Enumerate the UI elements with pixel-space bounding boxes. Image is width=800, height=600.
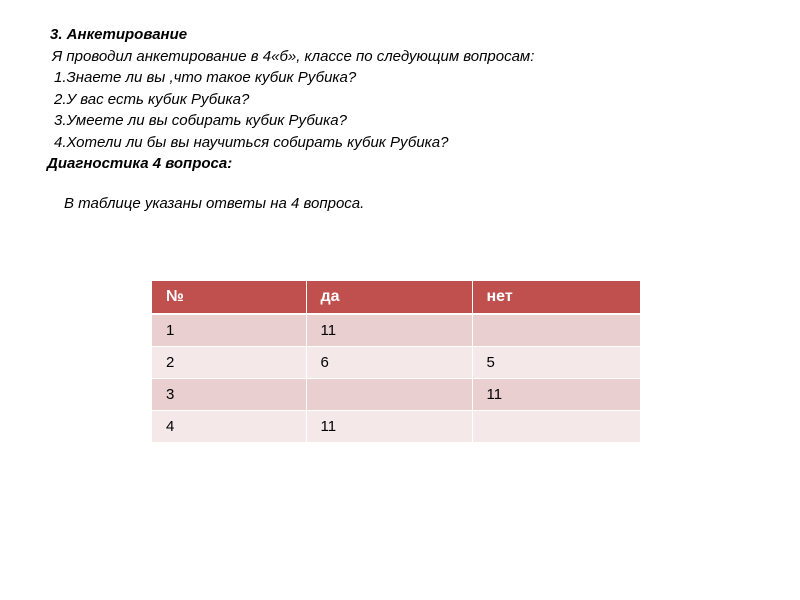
diagnostics-title: Диагностика 4 вопроса: xyxy=(47,155,233,172)
table-row xyxy=(152,347,640,379)
question-1: 1.Знаете ли вы ,что такое кубик Рубика? xyxy=(54,69,357,86)
row-number-cell: 3 xyxy=(152,379,306,411)
yes-cell: 6 xyxy=(306,347,472,379)
section-title: 3. Анкетирование xyxy=(50,26,188,43)
table-header-row xyxy=(152,281,640,314)
header-number: № xyxy=(152,281,306,314)
row-number-cell: 4 xyxy=(152,411,306,443)
no-cell xyxy=(472,411,640,443)
results-table xyxy=(152,281,640,443)
table-row xyxy=(152,411,640,443)
yes-cell: 11 xyxy=(306,314,472,347)
row-number-cell: 2 xyxy=(152,347,306,379)
no-cell: 5 xyxy=(472,347,640,379)
no-cell: 11 xyxy=(472,379,640,411)
table-row xyxy=(152,314,640,347)
survey-text-block xyxy=(47,24,770,175)
yes-cell xyxy=(306,379,472,411)
question-2: 2.У вас есть кубик Рубика? xyxy=(54,90,250,108)
header-yes: да xyxy=(306,281,472,314)
header-no: нет xyxy=(472,281,640,314)
row-number-cell: 1 xyxy=(152,314,306,347)
question-3: 3.Умеете ли вы собирать кубик Рубика? xyxy=(54,112,347,129)
intro-text: Я проводил анкетирование в 4«б», классе по следующим вопросам: xyxy=(52,47,535,65)
yes-cell: 11 xyxy=(306,411,472,443)
no-cell xyxy=(472,314,640,347)
question-4: 4.Хотели ли бы вы научиться собирать кубик Рубика? xyxy=(54,133,449,151)
table-row xyxy=(152,379,640,411)
table-note: В таблице указаны ответы на 4 вопроса. xyxy=(64,195,365,212)
